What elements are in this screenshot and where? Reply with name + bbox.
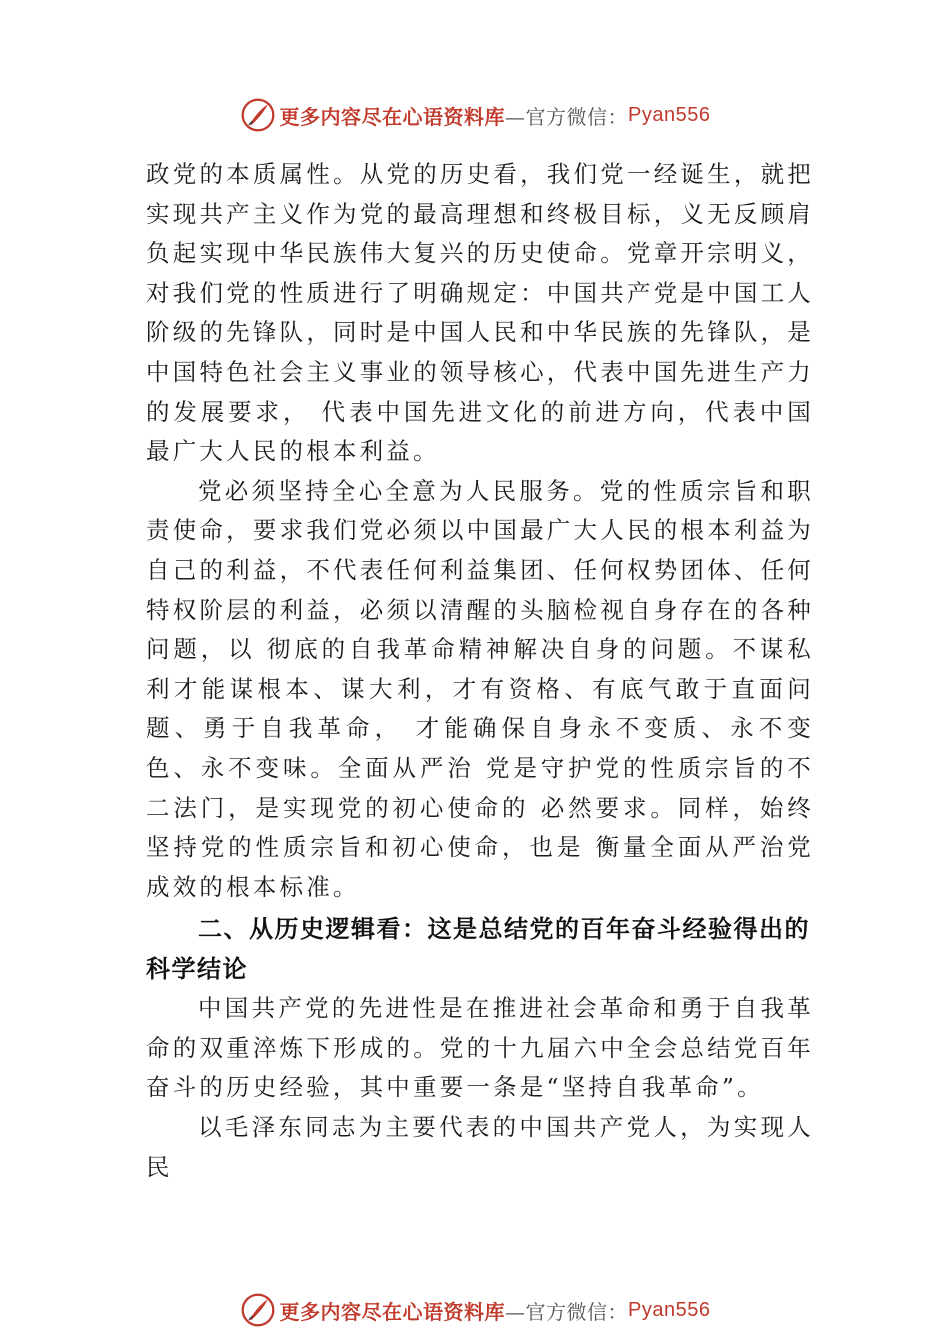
banner-separator-text: —官方微信： <box>505 1299 629 1324</box>
banner-brand-text: 更多内容尽在心语资料库 <box>279 104 506 129</box>
document-body <box>146 155 814 1187</box>
banner-wechat-id: Pyan556 <box>628 1298 711 1321</box>
paragraph-mao-era: 以毛泽东同志为主要代表的中国共产党人，为实现人民 <box>146 1113 814 1181</box>
paragraph-serve-people: 党必须坚持全心全意为人民服务。党的性质宗旨和职责使命，要求我们党必须以中国最广大人民的根本利益为自己的利益，不代表任何利益集团、任何权势团体、任何特权阶层的利益，必须以清醒的头脑检视自身存在的各种问题，以 彻底的自我革命精神解决自身的问题。不谋私利才能谋根本、谋大利，才有资格、有底气敢于直面问题、勇于自我革命， 才能确保自身永不变质、永不变色、永不变味。全面从严治 党是守护党的性质宗旨的不二法门，是实现党的初心使命的 必然要求。同样，始终坚持党的性质宗旨和初心使命，也是 衡量全面从严治党成效的根本标准。 <box>146 476 814 901</box>
banner-separator-text: —官方微信： <box>505 104 629 129</box>
quill-logo-icon <box>240 1292 276 1328</box>
footer-banner <box>0 1290 950 1330</box>
paragraph-self-revolution: 中国共产党的先进性是在推进社会革命和勇于自我革命的双重淬炼下形成的。党的十九届六中全会总结党百年奋斗的历史经验，其中重要一条是“坚持自我革命”。 <box>146 994 814 1102</box>
paragraph-party-nature: 政党的本质属性。从党的历史看，我们党一经诞生，就把实现共产主义作为党的最高理想和终极目标，义无反顾肩负起实现中华民族伟大复兴的历史使命。党章开宗明义，对我们党的性质进行了明确规定：中国共产党是中国工人阶级的先锋队，同时是中国人民和中华民族的先锋队，是中国特色社会主义事业的领导核心，代表中国先进生产力的发展要求， 代表中国先进文化的前进方向，代表中国最广大人民的根本利益。 <box>146 160 814 466</box>
header-banner <box>0 95 950 135</box>
quill-logo-icon <box>240 97 276 133</box>
section-heading-historical-logic: 二、从历史逻辑看：这是总结党的百年奋斗经验得出的科学结论 <box>146 915 810 984</box>
banner-brand-text: 更多内容尽在心语资料库 <box>279 1299 506 1324</box>
banner-wechat-id: Pyan556 <box>628 103 711 126</box>
